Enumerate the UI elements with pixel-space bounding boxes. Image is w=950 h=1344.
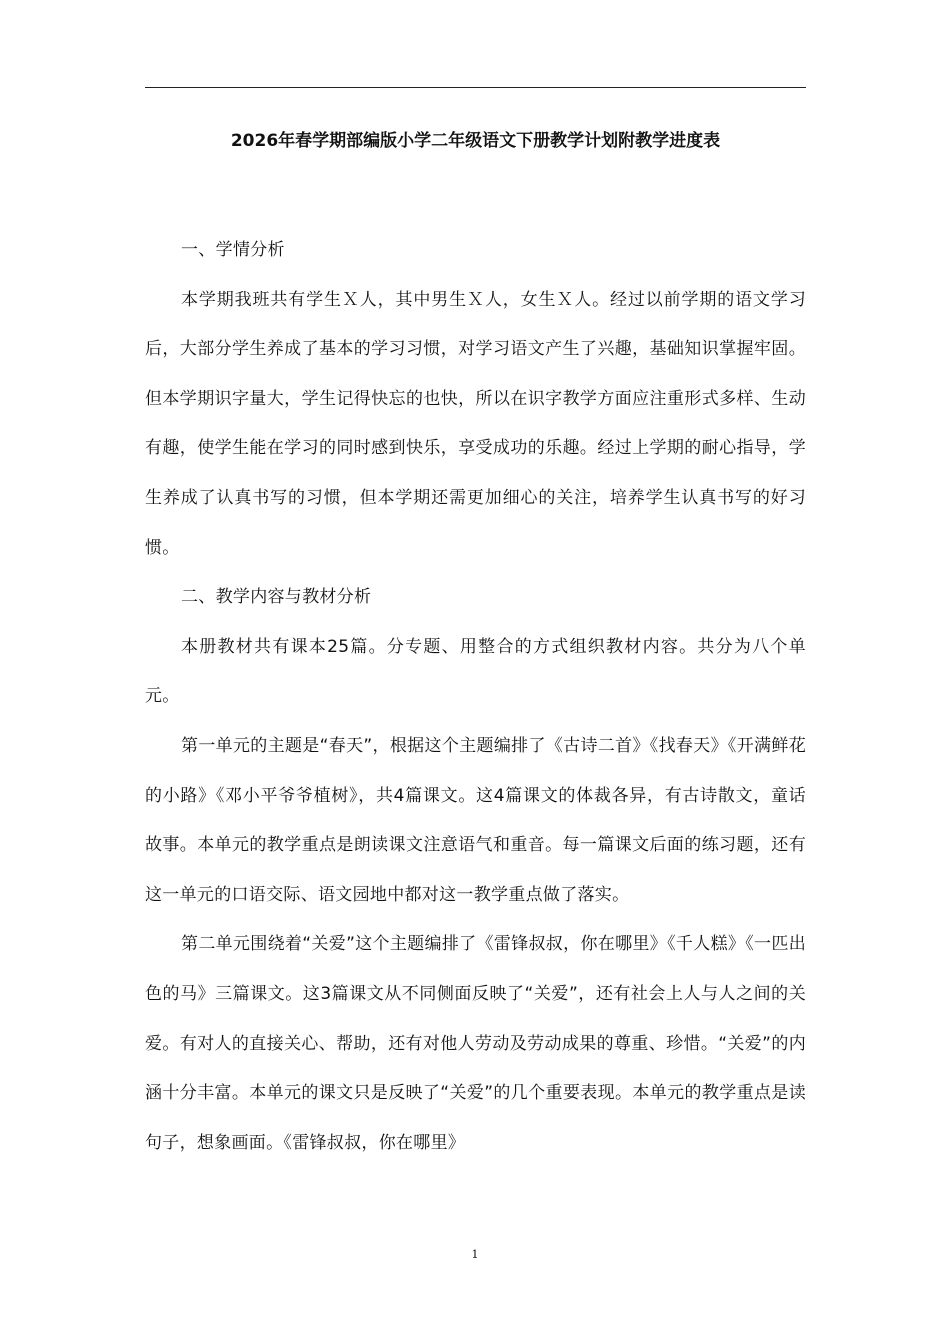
page-number: 1 — [471, 1248, 479, 1261]
section-heading-content: 二、教学内容与教材分析 — [181, 587, 372, 608]
header-rule — [145, 87, 806, 88]
paragraph-textbook-overview: 本册教材共有课本25篇。分专题、用整合的方式组织教材内容。共分为八个单元。 — [145, 636, 806, 707]
paragraph-student-analysis: 本学期我班共有学生Ｘ人，其中男生Ｘ人，女生Ｘ人。经过以前学期的语文学习后，大部分学生养成了基本的学习习惯，对学习语文产生了兴趣，基础知识掌握牢固。但本学期识字量大，学生记得快忘的也快，所以在识字教学方面应注重形式多样、生动有趣，使学生能在学习的同时感到快乐，享受成功的乐趣。经过上学期的耐心指导，学生养成了认真书写的习惯，但本学期还需更加细心的关注，培养学生认真书写的好习惯。 — [145, 289, 806, 558]
paragraph-unit-two: 第二单元围绕着“关爱”这个主题编排了《雷锋叔叔，你在哪里》《千人糕》《一匹出色的马》三篇课文。这3篇课文从不同侧面反映了“关爱”，还有社会上人与人之间的关爱。有对人的直接关心、帮助，还有对他人劳动及劳动成果的尊重、珍惜。“关爱”的内涵十分丰富。本单元的课文只是反映了“关爱”的几个重要表现。本单元的教学重点是读句子，想象画面。《雷锋叔叔，你在哪里》 — [145, 934, 806, 1153]
document-body — [145, 226, 806, 1168]
section-heading-analysis: 一、学情分析 — [181, 240, 285, 260]
paragraph-unit-one: 第一单元的主题是“春天”，根据这个主题编排了《古诗二首》《找春天》《开满鲜花的小路》《邓小平爷爷植树》，共4篇课文。这4篇课文的体裁各异，有古诗散文，童话故事。本单元的教学重点是朗读课文注意语气和重音。每一篇课文后面的练习题，还有这一单元的口语交际、语文园地中都对这一教学重点做了落实。 — [145, 735, 806, 905]
document-title: 2026年春学期部编版小学二年级语文下册教学计划附教学进度表 — [230, 131, 721, 151]
